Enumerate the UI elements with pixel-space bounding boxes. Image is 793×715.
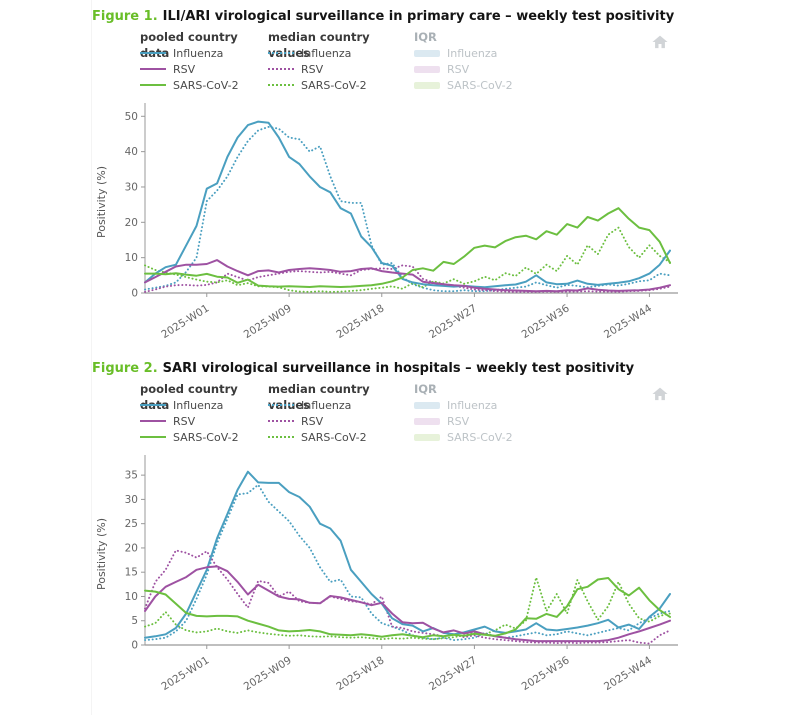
figure1-legend <box>92 29 704 93</box>
dotted-swatch <box>268 404 294 406</box>
solid-swatch <box>140 52 166 54</box>
legend-column-iqr <box>414 381 564 445</box>
x-tick-label: 2025-W44 <box>601 654 655 694</box>
legend-column-median-country-values <box>268 381 414 445</box>
figure2-label: Figure 2. <box>92 361 158 376</box>
legend-item-label: RSV <box>447 414 470 428</box>
y-axis-title: Positivity (%) <box>95 517 108 591</box>
x-tick-label: 2025-W18 <box>334 654 387 694</box>
y-tick-label: 0 <box>131 287 138 300</box>
legend-item-median-country-values-rsv[interactable] <box>268 413 414 429</box>
legend-item-label: Influenza <box>301 398 352 412</box>
series-rsv-median <box>145 550 670 643</box>
legend-item-label: Influenza <box>447 46 498 60</box>
band-swatch <box>414 402 440 409</box>
band-swatch <box>414 66 440 73</box>
y-tick-label: 40 <box>124 146 138 159</box>
legend-item-label: RSV <box>301 62 324 76</box>
legend-item-label: RSV <box>173 414 196 428</box>
x-tick-label: 2025-W01 <box>159 302 212 342</box>
legend-column-iqr <box>414 29 564 93</box>
legend-column-median-country-values <box>268 29 414 93</box>
solid-swatch <box>140 84 166 86</box>
solid-swatch <box>140 420 166 422</box>
y-tick-label: 20 <box>124 216 138 229</box>
x-tick-label: 2025-W36 <box>519 302 572 342</box>
legend-item-iqr-sars-cov-2[interactable] <box>414 429 564 445</box>
legend-item-iqr-influenza[interactable] <box>414 397 564 413</box>
y-tick-label: 30 <box>124 493 138 506</box>
legend-item-label: SARS-CoV-2 <box>173 430 239 444</box>
series-influenza-pooled <box>145 122 670 288</box>
x-tick-label: 2025-W09 <box>241 654 294 694</box>
figure1-title <box>92 8 732 25</box>
legend-item-median-country-values-sars-cov-2[interactable] <box>268 429 414 445</box>
y-tick-label: 15 <box>124 566 138 579</box>
home-icon-glyph <box>652 35 668 49</box>
x-tick-label: 2025-W01 <box>159 654 212 694</box>
dotted-swatch <box>268 420 294 422</box>
figure1-panel <box>92 29 704 343</box>
legend-item-label: Influenza <box>447 398 498 412</box>
series-sars-cov-2-pooled <box>145 208 670 287</box>
band-swatch <box>414 50 440 57</box>
dotted-swatch <box>268 52 294 54</box>
x-tick-label: 2025-W09 <box>241 302 294 342</box>
legend-item-label: SARS-CoV-2 <box>447 430 513 444</box>
figure2-block <box>92 360 732 695</box>
y-tick-label: 35 <box>124 469 138 482</box>
legend-item-median-country-values-rsv[interactable] <box>268 61 414 77</box>
y-tick-label: 10 <box>124 590 138 603</box>
y-axis-title: Positivity (%) <box>95 165 108 239</box>
legend-item-label: Influenza <box>173 46 224 60</box>
x-tick-label: 2025-W18 <box>334 302 387 342</box>
legend-header: pooled country data <box>140 30 238 60</box>
series-influenza-median <box>145 127 670 291</box>
dotted-swatch <box>268 68 294 70</box>
figure1-title-text: ILI/ARI virological surveillance in primary care – weekly test positivity <box>162 9 675 24</box>
y-tick-label: 25 <box>124 518 138 531</box>
figure2-panel <box>92 381 704 695</box>
figure2-title-text: SARI virological surveillance in hospitals – weekly test positivity <box>162 361 635 376</box>
band-swatch <box>414 82 440 89</box>
y-tick-label: 20 <box>124 542 138 555</box>
figure1-label: Figure 1. <box>92 9 158 24</box>
solid-swatch <box>140 68 166 70</box>
legend-item-label: RSV <box>447 62 470 76</box>
series-sars-cov-2-median <box>145 228 670 292</box>
y-tick-label: 5 <box>131 615 138 628</box>
y-tick-label: 0 <box>131 639 138 652</box>
figure1-block <box>92 8 732 343</box>
band-swatch <box>414 418 440 425</box>
legend-item-iqr-sars-cov-2[interactable] <box>414 77 564 93</box>
series-influenza-pooled <box>145 472 670 638</box>
legend-item-pooled-country-data-rsv[interactable] <box>140 61 268 77</box>
y-tick-label: 30 <box>124 181 138 194</box>
legend-item-pooled-country-data-rsv[interactable] <box>140 413 268 429</box>
legend-column-pooled-country-data <box>140 381 268 445</box>
legend-item-iqr-rsv[interactable] <box>414 413 564 429</box>
legend-item-label: SARS-CoV-2 <box>173 78 239 92</box>
legend-item-label: SARS-CoV-2 <box>447 78 513 92</box>
y-tick-label: 50 <box>124 110 138 123</box>
dotted-swatch <box>268 84 294 86</box>
solid-swatch <box>140 436 166 438</box>
legend-item-iqr-influenza[interactable] <box>414 45 564 61</box>
figure2-legend <box>92 381 704 445</box>
figure1-chart[interactable] <box>92 95 704 343</box>
legend-header: pooled country data <box>140 382 238 412</box>
y-tick-label: 10 <box>124 252 138 265</box>
legend-item-label: Influenza <box>301 46 352 60</box>
x-tick-label: 2025-W36 <box>519 654 572 694</box>
legend-header: IQR <box>414 30 437 44</box>
legend-header: median country values <box>268 382 370 412</box>
legend-column-pooled-country-data <box>140 29 268 93</box>
legend-item-pooled-country-data-sars-cov-2[interactable] <box>140 77 268 93</box>
home-icon-glyph <box>652 387 668 401</box>
band-swatch <box>414 434 440 441</box>
legend-item-label: SARS-CoV-2 <box>301 430 367 444</box>
legend-item-label: RSV <box>173 62 196 76</box>
legend-header: median country values <box>268 30 370 60</box>
home-icon[interactable] <box>652 386 668 400</box>
dotted-swatch <box>268 436 294 438</box>
legend-item-pooled-country-data-sars-cov-2[interactable] <box>140 429 268 445</box>
legend-item-label: SARS-CoV-2 <box>301 78 367 92</box>
legend-item-label: RSV <box>301 414 324 428</box>
solid-swatch <box>140 404 166 406</box>
legend-item-median-country-values-sars-cov-2[interactable] <box>268 77 414 93</box>
figure2-chart[interactable] <box>92 447 704 695</box>
x-tick-label: 2025-W27 <box>426 302 480 342</box>
legend-item-iqr-rsv[interactable] <box>414 61 564 77</box>
figure2-title <box>92 360 732 377</box>
x-tick-label: 2025-W27 <box>426 654 480 694</box>
legend-item-label: Influenza <box>173 398 224 412</box>
legend-header: IQR <box>414 382 437 396</box>
x-tick-label: 2025-W44 <box>601 302 655 342</box>
home-icon[interactable] <box>652 34 668 48</box>
